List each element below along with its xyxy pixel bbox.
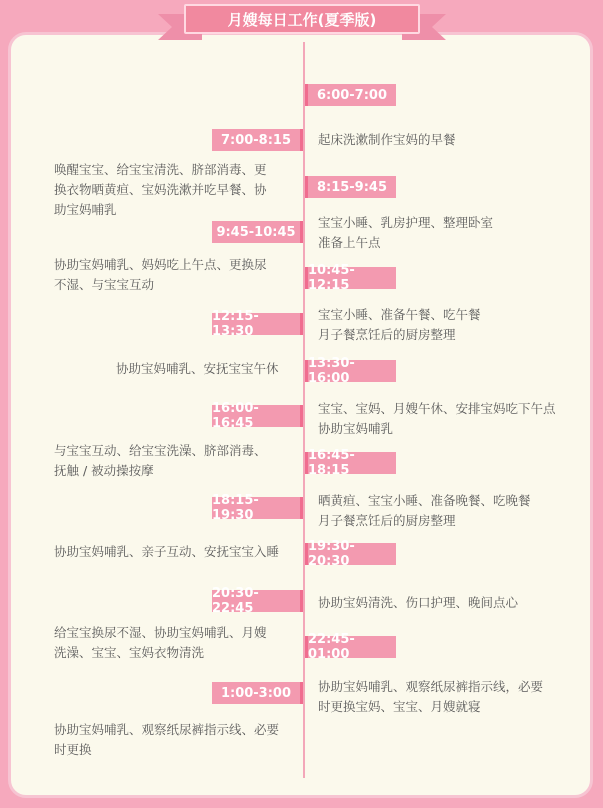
task-description: 协助宝妈哺乳、观察纸尿裤指示线、必要 时更换 [54,722,280,757]
task-description: 宝宝小睡、准备午餐、吃午餐 月子餐烹饪后的厨房整理 [318,307,481,342]
time-tag: 13:30-16:00 [305,360,396,382]
page-title: 月嫂每日工作(夏季版) [184,4,420,34]
time-tag: 16:00-16:45 [212,405,303,427]
task-description: 协助宝妈清洗、伤口护理、晚间点心 [318,595,519,610]
task-description: 宝宝、宝妈、月嫂午休、安排宝妈吃下午点 协助宝妈哺乳 [318,401,556,436]
task-description: 给宝宝换尿不湿、协助宝妈哺乳、月嫂 洗澡、宝宝、宝妈衣物清洗 [54,625,267,660]
timeline-axis [303,42,305,778]
time-tag: 12:15-13:30 [212,313,303,335]
task-description: 协助宝妈哺乳、妈妈吃上午点、更换尿 不湿、与宝宝互动 [54,257,267,292]
task-description: 唤醒宝宝、给宝宝清洗、脐部消毒、更 换衣物晒黄疸、宝妈洗漱并吃早餐、协 助宝妈哺乳 [54,162,267,217]
time-tag: 10:45-12:15 [305,267,396,289]
task-description: 与宝宝互动、给宝宝洗澡、脐部消毒、 抚触 / 被动操按摩 [54,443,267,478]
time-tag: 19:30-20:30 [305,543,396,565]
task-description: 晒黄疸、宝宝小睡、准备晚餐、吃晚餐 月子餐烹饪后的厨房整理 [318,493,531,528]
time-tag: 1:00-3:00 [212,682,303,704]
task-description: 协助宝妈哺乳、观察纸尿裤指示线，必要 时更换宝妈、宝宝、月嫂就寝 [318,679,544,714]
time-tag: 7:00-8:15 [212,129,303,151]
time-tag: 8:15-9:45 [305,176,396,198]
task-description: 宝宝小睡、乳房护理、整理卧室 准备上午点 [318,215,494,250]
time-tag: 20:30-22:45 [212,590,303,612]
time-tag: 18:15-19:30 [212,497,303,519]
time-tag: 6:00-7:00 [305,84,396,106]
time-tag: 16:45-18:15 [305,452,396,474]
time-tag: 22:45-01:00 [305,636,396,658]
title-banner [168,4,436,40]
task-description: 协助宝妈哺乳、亲子互动、安抚宝宝入睡 [54,544,280,559]
time-tag: 9:45-10:45 [212,221,303,243]
task-description: 起床洗漱制作宝妈的早餐 [318,132,456,147]
task-description: 协助宝妈哺乳、安抚宝宝午休 [116,361,279,376]
